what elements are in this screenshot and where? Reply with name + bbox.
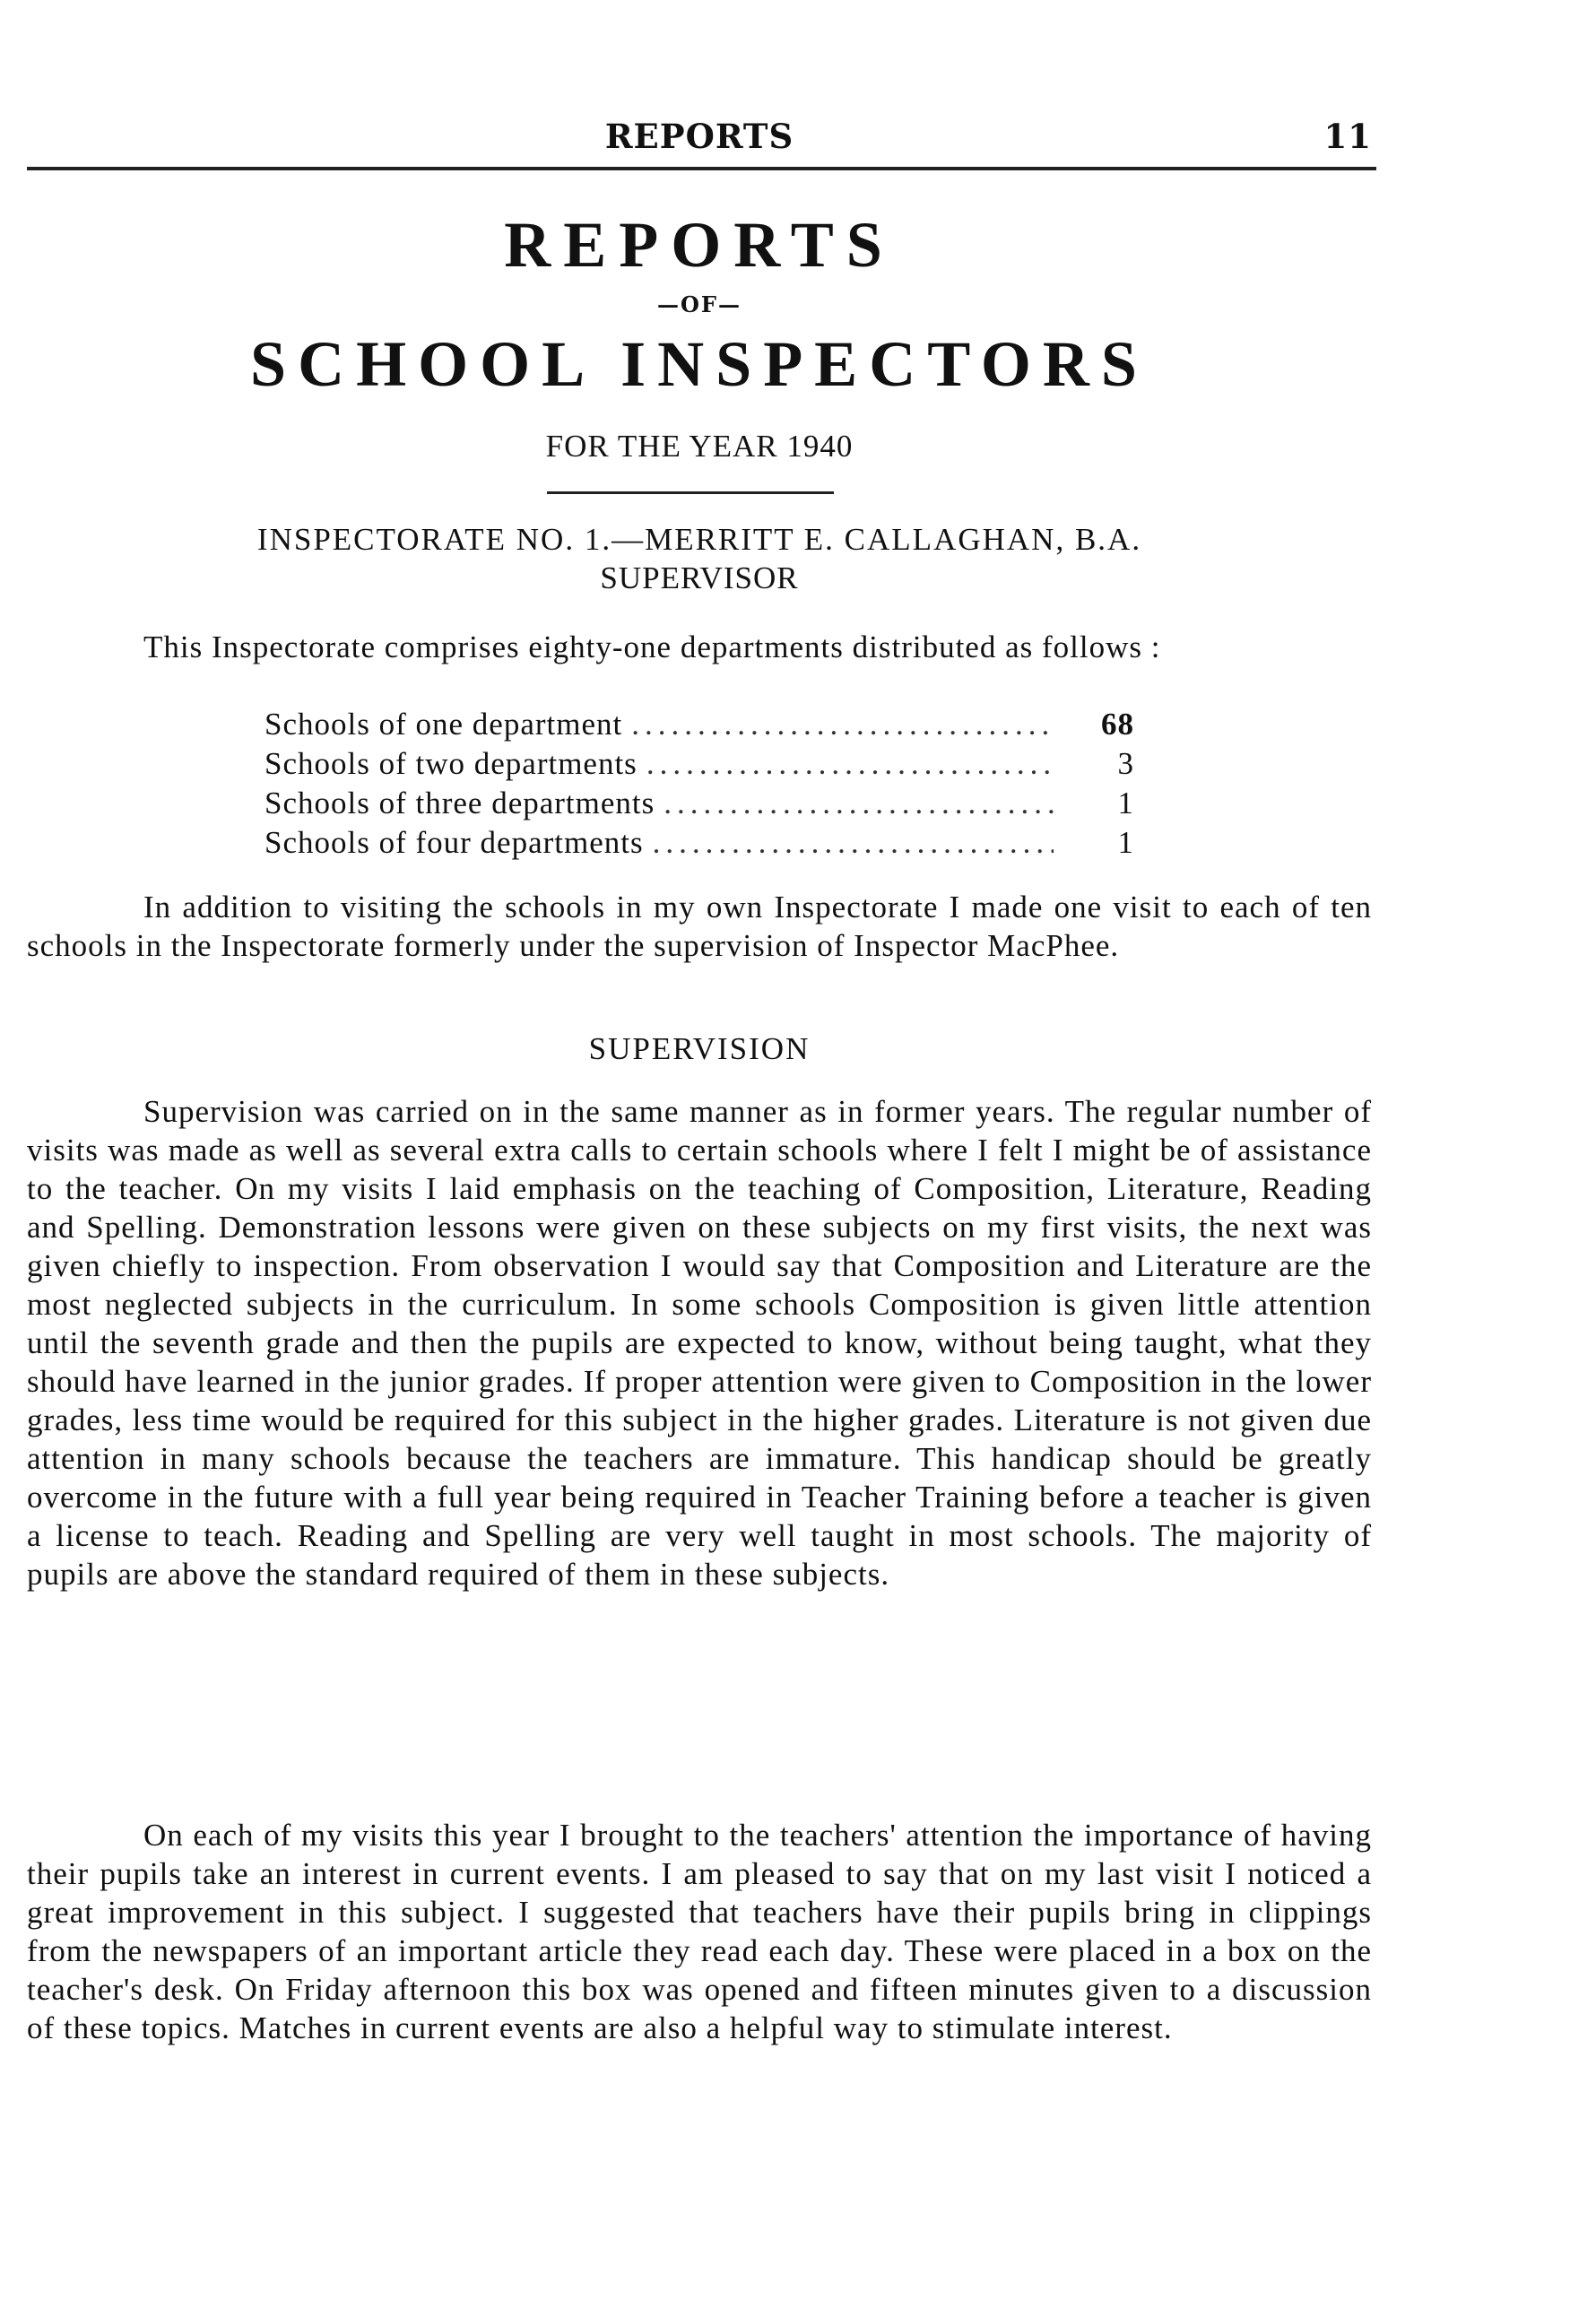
page-number: 11 — [1323, 117, 1372, 156]
department-label: Schools of one department — [265, 707, 623, 742]
leader-dots — [664, 786, 1054, 821]
header-rule — [27, 167, 1376, 170]
running-head-title: REPORTS — [604, 117, 794, 156]
inspectorate-role: SUPERVISOR — [600, 560, 799, 595]
paragraph-current-events: On each of my visits this year I brought to the teachers' attention the importance of having their pupils take an interest in current events. I am pleased to say that on my last visit I noticed a great improvement in this subject. I suggested that teachers have their pupils bring in clippings from the newspapers of an important article they read each day. These were placed in a box on the teacher's desk. On Friday afternoon this box was opened and fifteen minutes given to a discussion of these topics. Matches in current events are also a helpful way to stimulate interest. — [27, 1818, 1372, 2045]
paragraph-additional-visits: In addition to visiting the schools in my own Inspectorate I made one visit to each of ten schools in the Inspectorate formerly under the supervision of Inspector MacPhee. — [27, 890, 1372, 963]
intro-paragraph: This Inspectorate comprises eighty-one departments distributed as follows : — [143, 629, 1161, 664]
leader-dots — [646, 746, 1054, 782]
list-item — [265, 707, 1134, 746]
list-item — [265, 825, 1134, 864]
report-title: REPORTS — [504, 209, 895, 281]
report-subtitle: SCHOOL INSPECTORS — [250, 328, 1149, 400]
department-count: 68 — [1101, 707, 1134, 742]
leader-dots — [631, 707, 1054, 742]
department-label: Schools of four departments — [265, 825, 644, 860]
list-item — [265, 746, 1134, 786]
section-heading: SUPERVISION — [588, 1031, 811, 1066]
department-count: 1 — [1117, 786, 1134, 820]
department-label: Schools of three departments — [265, 786, 655, 820]
paragraph-supervision: Supervision was carried on in the same manner as in former years. The regular number of visits was made as well as several extra calls to certain schools where I felt I might be of assistance to the teacher. On my visits I laid emphasis on the teaching of Composition, Literature, Reading and Spelling. Demonstration lessons were given on these subjects on my first visits, the next was given chiefly to inspection. From observation I would say that Composition and Literature are the most neglected subjects in the curriculum. In some schools Composition is given little attention until the seventh grade and then the pupils are expected to know, without being taught, what they should have learned in the junior grades. If proper attention were given to Composition in the lower grades, less time would be required for this subject in the higher grades. Literature is not given due attention in many schools because the teachers are immature. This handicap should be greatly overcome in the future with a full year being required in Teacher Training before a teacher is given a license to teach. Reading and Spelling are very well taught in most schools. The majority of pupils are above the standard required of them in these subjects. — [27, 1094, 1372, 1592]
department-count: 1 — [1117, 825, 1134, 860]
title-rule — [547, 491, 834, 494]
department-count: 3 — [1117, 746, 1134, 781]
department-label: Schools of two departments — [265, 746, 638, 781]
inspectorate-heading: INSPECTORATE NO. 1.—MERRITT E. CALLAGHAN, B.A. — [256, 522, 1142, 557]
list-item — [265, 786, 1134, 825]
report-year: FOR THE YEAR 1940 — [545, 429, 854, 464]
leader-dots — [653, 825, 1054, 861]
department-list — [265, 707, 1134, 864]
title-of: —OF— — [657, 291, 742, 317]
